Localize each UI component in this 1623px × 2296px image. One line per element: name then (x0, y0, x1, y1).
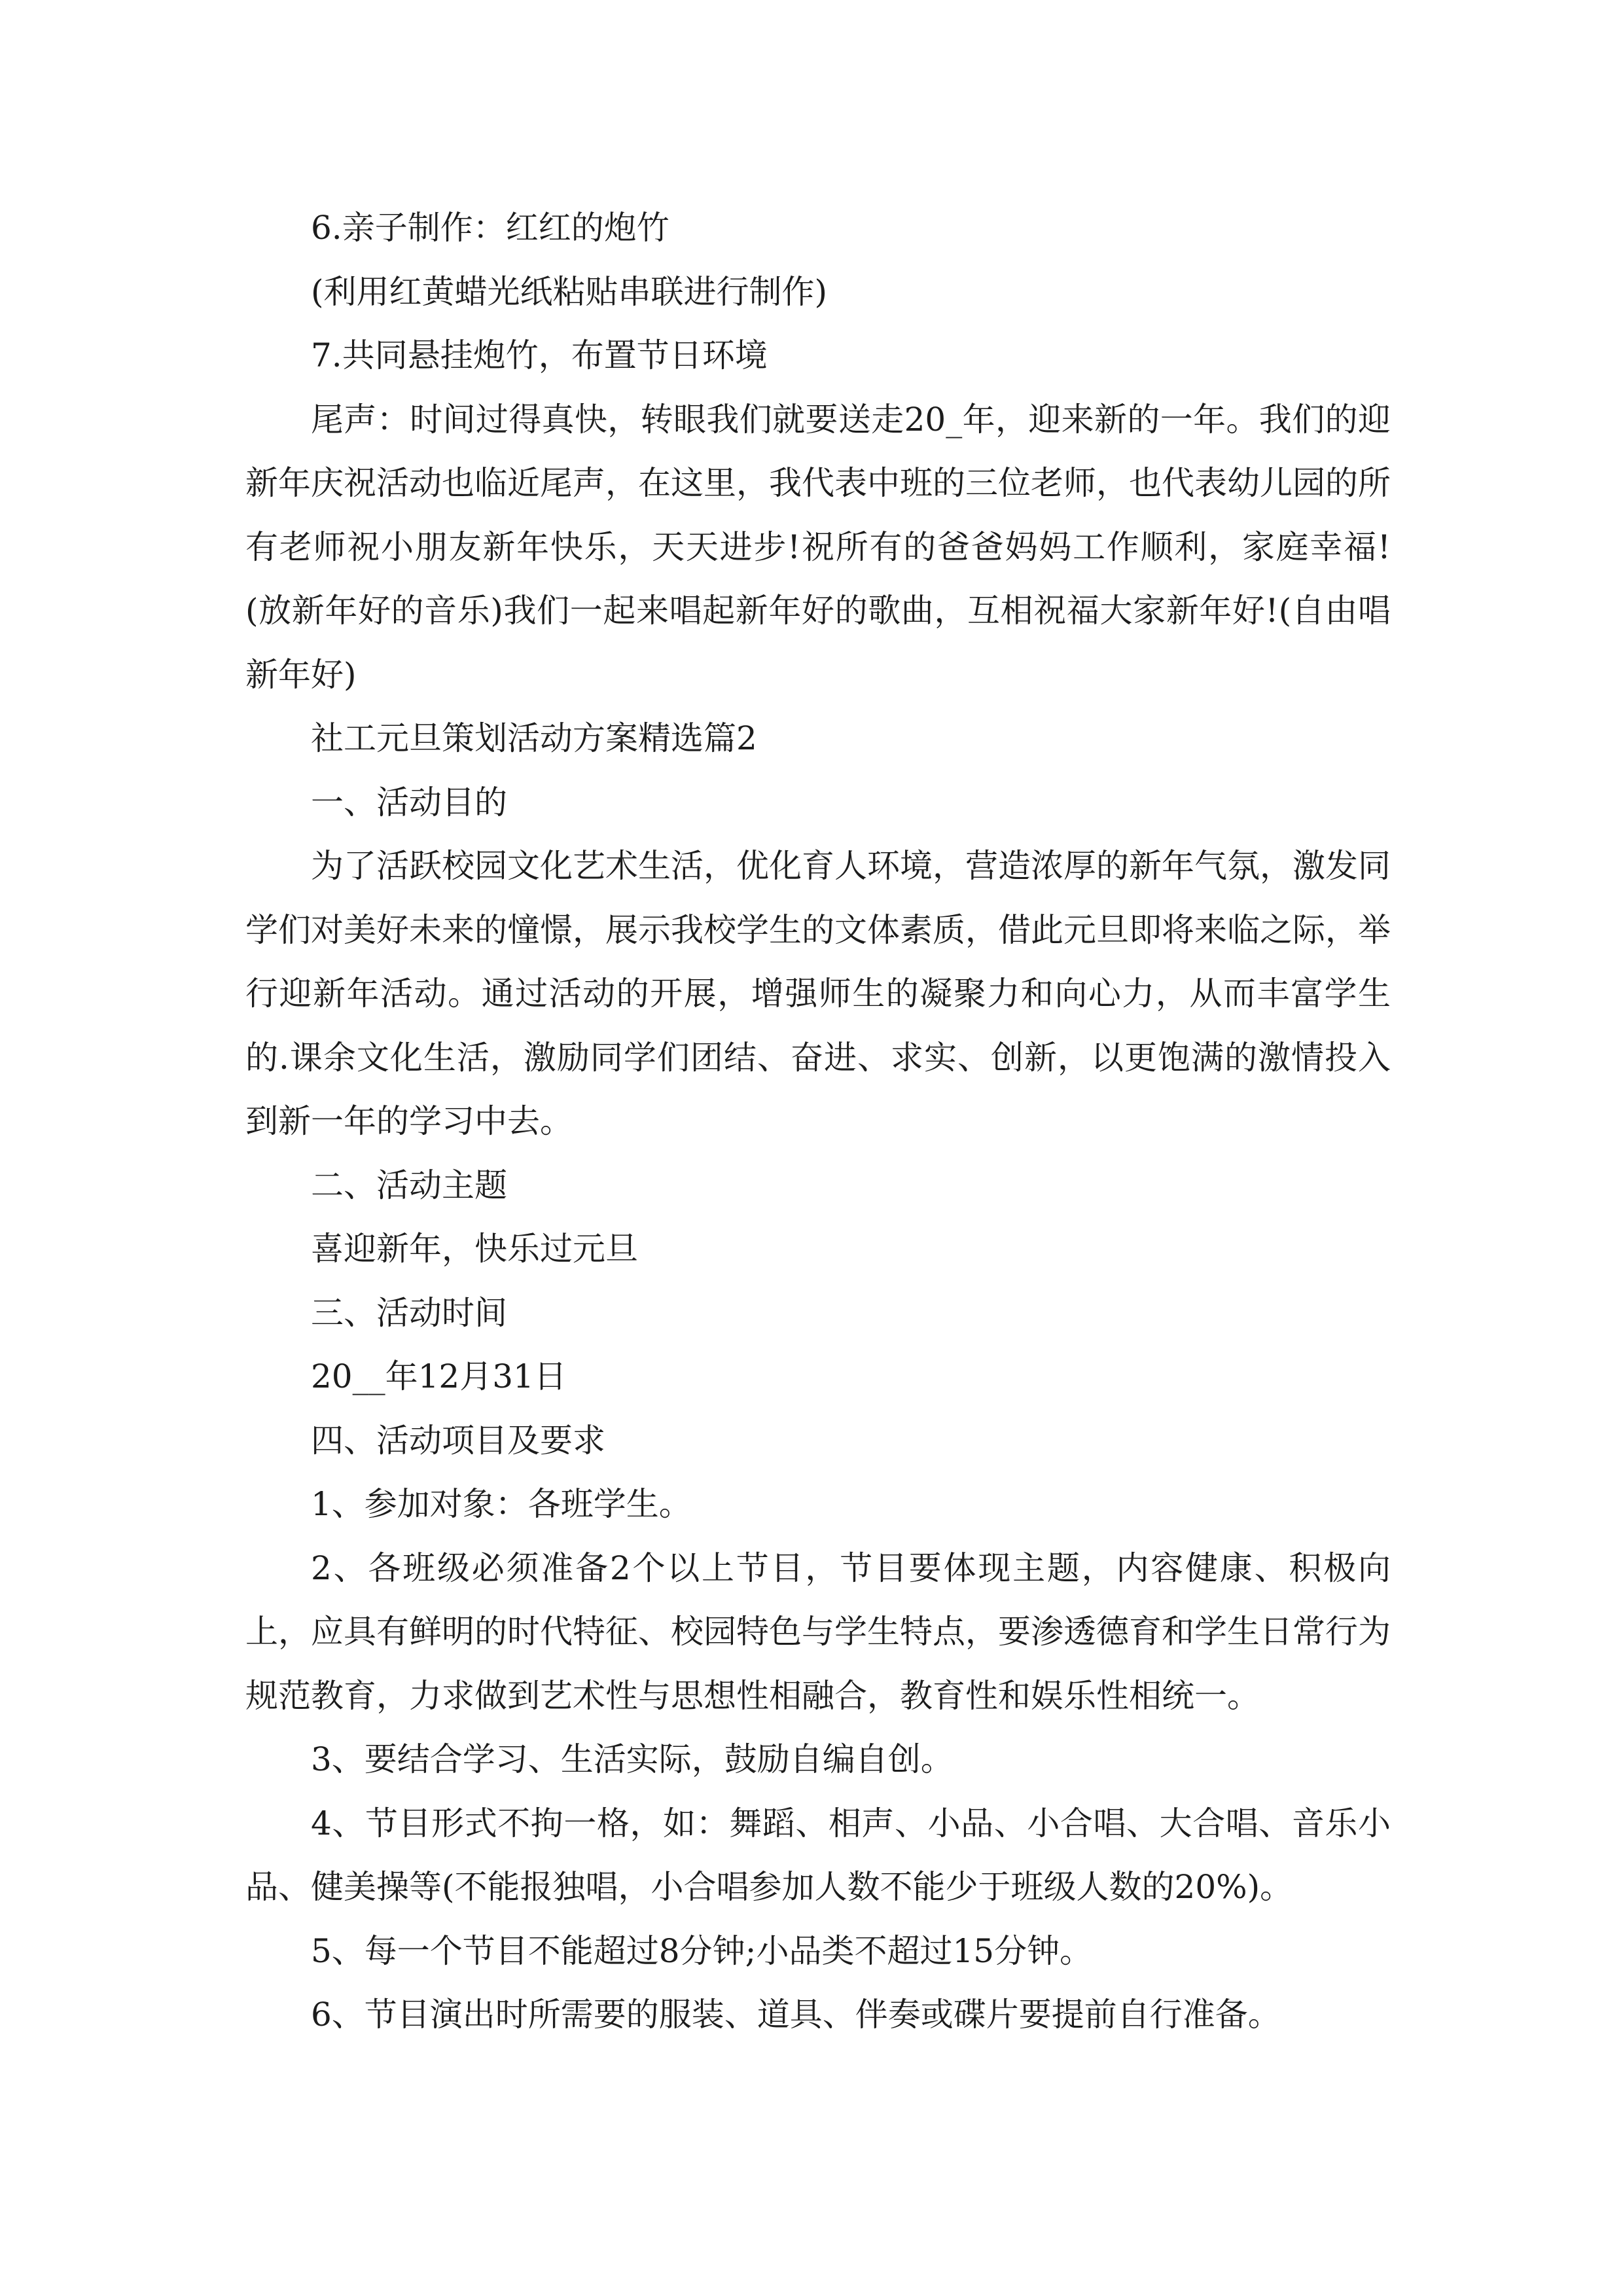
paragraph-theme: 喜迎新年，快乐过元旦 (311, 1230, 638, 1268)
paragraph-time: 20__年12月31日 (311, 1357, 567, 1395)
paragraph-step-7: 7.共同悬挂炮竹，布置节日环境 (311, 336, 768, 374)
heading-purpose: 一、活动目的 (311, 783, 507, 821)
list-item-1: 1、参加对象：各班学生。 (311, 1485, 692, 1523)
section-title: 社工元旦策划活动方案精选篇2 (311, 719, 757, 757)
paragraph-step-6: 6.亲子制作：红红的炮竹 (311, 209, 669, 247)
heading-theme: 二、活动主题 (311, 1166, 507, 1204)
paragraph-step-6-note: (利用红黄蜡光纸粘贴串联进行制作) (311, 272, 828, 311)
list-item-5: 5、每一个节目不能超过8分钟;小品类不超过15分钟。 (311, 1931, 1093, 1970)
list-item-3: 3、要结合学习、生活实际，鼓励自编自创。 (311, 1740, 954, 1778)
heading-items: 四、活动项目及要求 (311, 1421, 605, 1460)
document-body (245, 196, 1391, 2047)
heading-time: 三、活动时间 (311, 1293, 507, 1332)
paragraph-purpose: 为了活跃校园文化艺术生活，优化育人环境，营造浓厚的新年气氛，激发同学们对美好未来的憧憬，展示我校学生的文体素质，借此元旦即将来临之际，举行迎新年活动。通过活动的开展，增强师生的凝聚力和向心力，从而丰富学生的.课余文化生活，激励同学们团结、奋进、求实、创新，以更饱满的激情投入到新一年的学习中去。 (245, 847, 1391, 1140)
list-item-4: 4、节目形式不拘一格，如：舞蹈、相声、小品、小合唱、大合唱、音乐小品、健美操等(不能报独唱，小合唱参加人数不能少于班级人数的20%)。 (245, 1804, 1391, 1906)
list-item-6: 6、节目演出时所需要的服装、道具、伴奏或碟片要提前自行准备。 (311, 1996, 1281, 2034)
list-item-2: 2、各班级必须准备2个以上节目，节目要体现主题，内容健康、积极向上，应具有鲜明的时代特征、校园特色与学生特点，要渗透德育和学生日常行为规范教育，力求做到艺术性与思想性相融合，教育性和娱乐性相统一。 (245, 1549, 1391, 1715)
paragraph-closing: 尾声：时间过得真快，转眼我们就要送走20_年，迎来新的一年。我们的迎新年庆祝活动也临近尾声，在这里，我代表中班的三位老师，也代表幼儿园的所有老师祝小朋友新年快乐，天天进步!祝所有的爸爸妈妈工作顺利，家庭幸福!(放新年好的音乐)我们一起来唱起新年好的歌曲，互相祝福大家新年好!(自由唱新年好) (245, 400, 1391, 694)
